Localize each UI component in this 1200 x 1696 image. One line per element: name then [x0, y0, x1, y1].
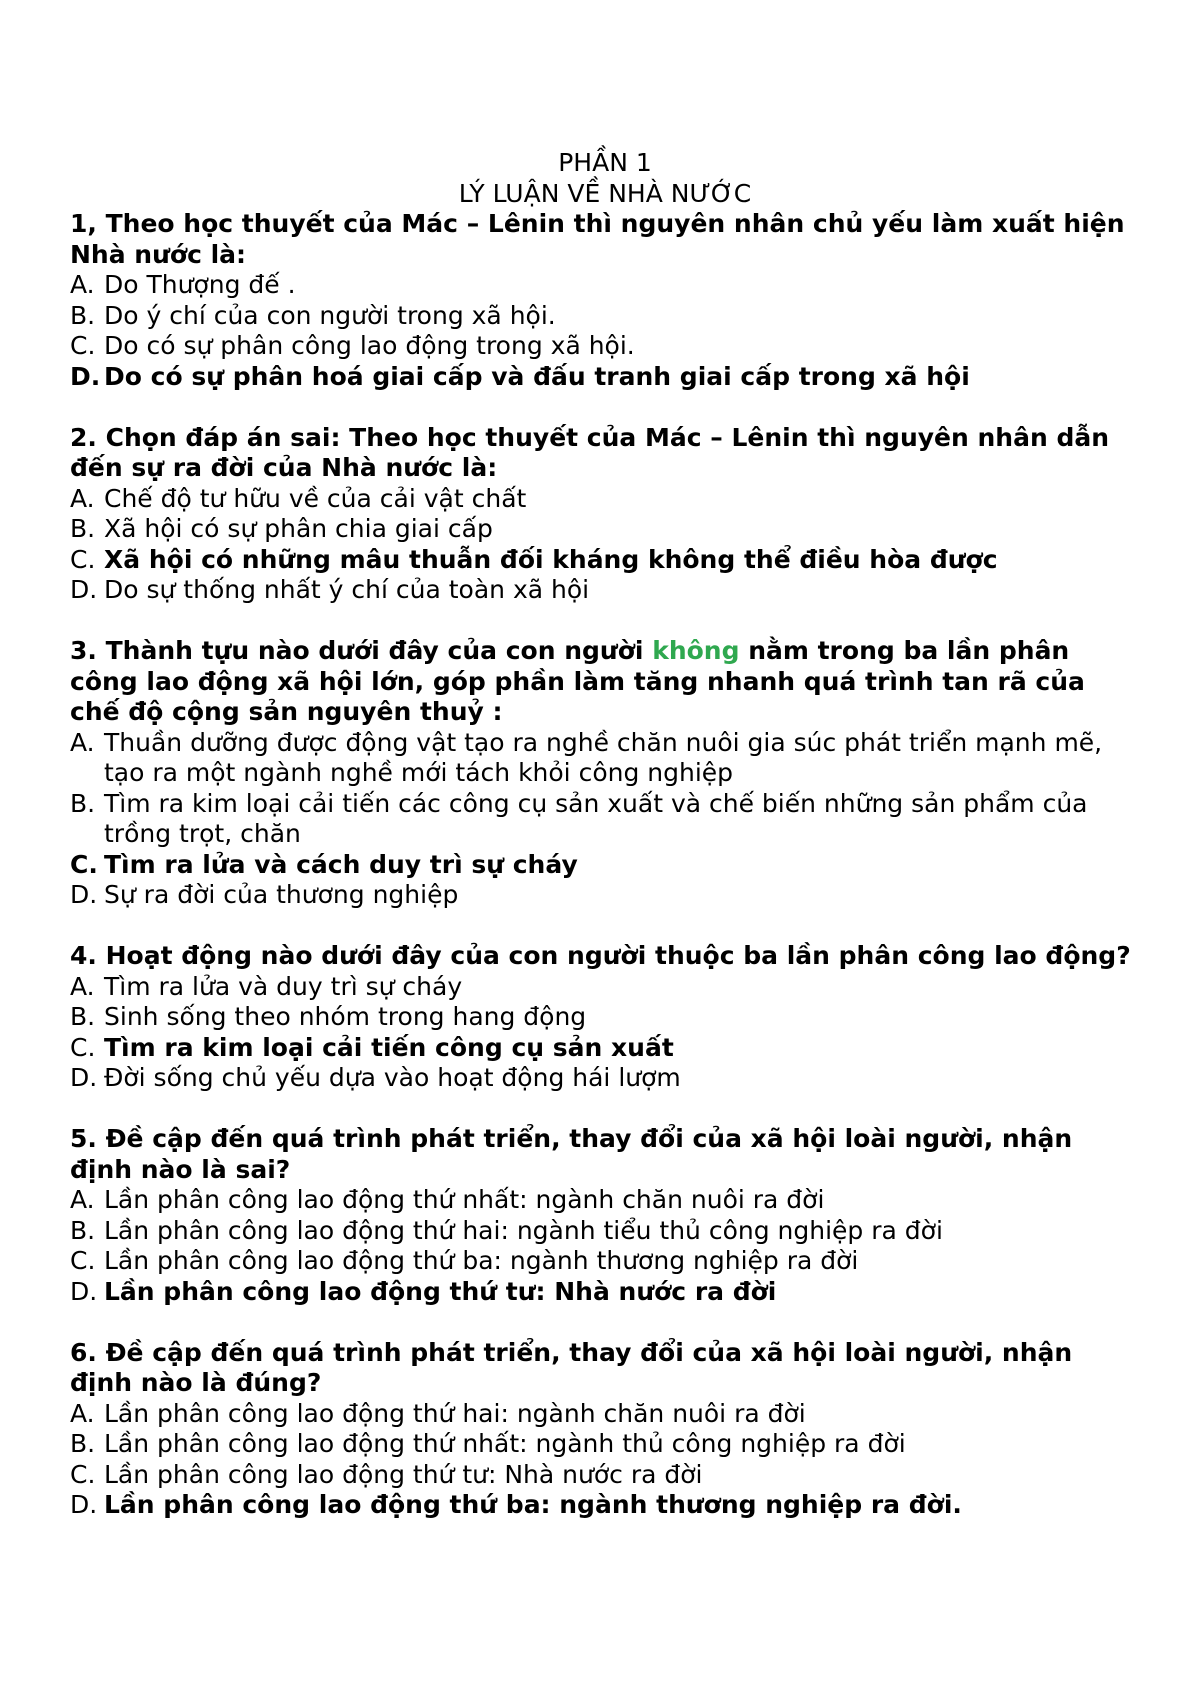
option-label: C. [70, 544, 96, 574]
option-c [70, 331, 1140, 362]
option-label: D. [70, 575, 98, 604]
option-text: Do Thượng đế . [104, 270, 296, 299]
question-text-start: 3. Thành tựu nào dưới đây của con người [70, 636, 653, 665]
option-label: B. [70, 1215, 96, 1245]
option-text: Lần phân công lao động thứ ba: ngành thương nghiệp ra đời [104, 1246, 859, 1275]
option-label: A. [70, 270, 95, 299]
option-label: A. [70, 1398, 95, 1428]
option-d [70, 1490, 1140, 1521]
option-label: B. [70, 514, 96, 543]
option-c [70, 1033, 1140, 1064]
option-text: Tìm ra lửa và duy trì sự cháy [104, 971, 463, 1001]
option-text: Do sự thống nhất ý chí của toàn xã hội [104, 575, 590, 604]
option-b [70, 1002, 1140, 1033]
option-d [70, 1063, 1140, 1094]
spacer [70, 1307, 1140, 1338]
option-text: Sự ra đời của thương nghiệp [104, 880, 459, 909]
option-label: A. [70, 971, 95, 1001]
option-label: B. [70, 300, 96, 330]
question-text: 1, Theo học thuyết của Mác – Lênin thì nguyên nhân chủ yếu làm xuất hiện Nhà nước là: [70, 209, 1125, 269]
option-text: Chế độ tư hữu về của cải vật chất [104, 483, 527, 513]
option-b [70, 301, 1140, 332]
option-label: B. [70, 1429, 96, 1458]
question-3 [70, 636, 1140, 911]
question-text-end: nằm trong ba lần phân công lao động xã hội lớn, góp phần làm tăng nhanh quá trình tan rã của chế độ cộng sản nguyên thuỷ : [70, 636, 1085, 726]
option-label: A. [70, 1185, 95, 1214]
part-heading: PHẦN 1 [558, 148, 652, 177]
option-b [70, 1216, 1140, 1247]
section-title: LÝ LUẬN VỀ NHÀ NƯỚC [458, 178, 752, 208]
option-d [70, 575, 1140, 606]
option-c [70, 1460, 1140, 1491]
option-label: C. [70, 1459, 96, 1489]
option-text: Xã hội có sự phân chia giai cấp [104, 514, 493, 543]
question-6 [70, 1338, 1140, 1521]
option-text: Tìm ra kim loại cải tiến công cụ sản xuất [104, 1032, 674, 1062]
option-d [70, 880, 1140, 911]
spacer [70, 911, 1140, 942]
option-label: A. [70, 483, 95, 513]
option-a [70, 1399, 1140, 1430]
option-label: C. [70, 849, 98, 879]
question-text: 6. Đề cập đến quá trình phát triển, thay đổi của xã hội loài người, nhận định nào là đúng? [70, 1337, 1073, 1397]
option-text: Tìm ra kim loại cải tiến các công cụ sản xuất và chế biến những sản phẩm của trồng trọt, chăn [104, 788, 1088, 848]
option-text: Lần phân công lao động thứ hai: ngành chăn nuôi ra đời [104, 1398, 806, 1428]
option-c [70, 850, 1140, 881]
option-c [70, 1246, 1140, 1277]
spacer [70, 606, 1140, 637]
option-label: B. [70, 788, 96, 818]
option-text: Xã hội có những mâu thuẫn đối kháng không thể điều hòa được [104, 544, 998, 574]
spacer [70, 1094, 1140, 1125]
option-label: D. [70, 1276, 98, 1306]
option-text: Lần phân công lao động thứ hai: ngành tiểu thủ công nghiệp ra đời [104, 1215, 943, 1245]
question-4 [70, 941, 1140, 1094]
option-label: B. [70, 1002, 96, 1031]
option-text: Lần phân công lao động thứ ba: ngành thương nghiệp ra đời. [104, 1490, 962, 1519]
option-label: A. [70, 727, 95, 757]
option-text: Tìm ra lửa và cách duy trì sự cháy [104, 849, 578, 879]
option-c [70, 545, 1140, 576]
highlighted-word: không [652, 636, 740, 665]
option-a [70, 1185, 1140, 1216]
option-a [70, 728, 1140, 789]
option-text: Lần phân công lao động thứ tư: Nhà nước ra đời [104, 1459, 703, 1489]
option-label: C. [70, 331, 96, 360]
question-5 [70, 1124, 1140, 1307]
question-text: 2. Chọn đáp án sai: Theo học thuyết của Mác – Lênin thì nguyên nhân dẫn đến sự ra đời của Nhà nước là: [70, 422, 1110, 482]
option-b [70, 1429, 1140, 1460]
option-a [70, 270, 1140, 301]
option-label: D. [70, 361, 101, 391]
question-text: 5. Đề cập đến quá trình phát triển, thay đổi của xã hội loài người, nhận định nào là sai? [70, 1124, 1073, 1184]
option-text: Thuần dưỡng được động vật tạo ra nghề chăn nuôi gia súc phát triển mạnh mẽ, tạo ra một ngành nghề mới tách khỏi công nghiệp [104, 727, 1103, 787]
option-a [70, 484, 1140, 515]
option-b [70, 514, 1140, 545]
option-label: D. [70, 880, 98, 909]
option-d [70, 1277, 1140, 1308]
option-text: Đời sống chủ yếu dựa vào hoạt động hái lượm [104, 1063, 681, 1092]
question-2 [70, 423, 1140, 606]
option-a [70, 972, 1140, 1003]
question-text [70, 636, 1140, 728]
question-text: 4. Hoạt động nào dưới đây của con người thuộc ba lần phân công lao động? [70, 941, 1131, 970]
option-d [70, 362, 1140, 393]
option-text: Lần phân công lao động thứ nhất: ngành thủ công nghiệp ra đời [104, 1429, 906, 1458]
option-b [70, 789, 1140, 850]
option-text: Do có sự phân công lao động trong xã hội. [104, 331, 635, 360]
spacer [70, 392, 1140, 423]
option-text: Lần phân công lao động thứ nhất: ngành chăn nuôi ra đời [104, 1185, 825, 1214]
option-label: D. [70, 1490, 98, 1519]
option-text: Do có sự phân hoá giai cấp và đấu tranh giai cấp trong xã hội [104, 361, 970, 391]
option-text: Lần phân công lao động thứ tư: Nhà nước ra đời [104, 1276, 777, 1306]
option-label: C. [70, 1032, 96, 1062]
question-1 [70, 209, 1140, 392]
option-text: Sinh sống theo nhóm trong hang động [104, 1002, 587, 1031]
option-label: D. [70, 1063, 98, 1092]
option-text: Do ý chí của con người trong xã hội. [104, 300, 556, 330]
option-label: C. [70, 1246, 96, 1275]
